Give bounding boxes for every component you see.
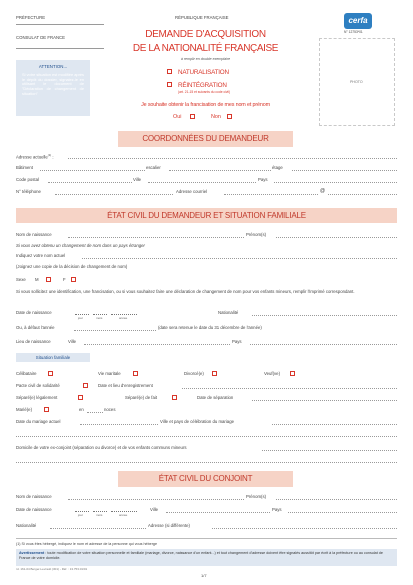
- consulat-label: CONSULAT DE FRANCE: [16, 35, 66, 40]
- nationalite-field[interactable]: [252, 315, 397, 316]
- date-mariage-field[interactable]: [80, 424, 158, 425]
- situation-familiale-header: Situation familiale: [16, 353, 90, 362]
- date-mariage-label: Date du mariage actuel: [16, 419, 61, 424]
- photo-label: PHOTO: [350, 80, 363, 84]
- celibataire-label: Célibataire: [16, 371, 37, 376]
- attention-title: ATTENTION...: [38, 64, 68, 69]
- en-label: en: [79, 407, 84, 412]
- nom-actuel-label: Indiquez votre nom actuel: [16, 253, 66, 258]
- francisation-text: Si vous sollicitez une identification, une francisation, ou si vous souhaitez faire une déclaration de changement de nom pour vos enfants mineurs, remplir l'imprimé correspondant.: [16, 289, 355, 294]
- date-enregistrement-label: Date et lieu d'enregistrement: [98, 383, 153, 388]
- date-naissance-mois[interactable]: [93, 310, 107, 315]
- conjoint-date-jour[interactable]: [75, 507, 89, 512]
- consulat-line: [16, 48, 104, 49]
- checkbox-vie-maritale[interactable]: [133, 371, 138, 376]
- conjoint-date-annee[interactable]: [111, 507, 137, 512]
- code-postal-label: Code postal: [16, 177, 39, 182]
- title-line1: DEMANDE D'ACQUISITION: [145, 29, 266, 40]
- domicile-ex-line2[interactable]: [16, 462, 397, 463]
- domicile-ex-label: Domicile de votre ex-conjoint (séparation ou divorce) et de vos enfants communs mineurs: [16, 445, 187, 450]
- code-postal-field[interactable]: [48, 182, 132, 183]
- adresse-label: Adresse actuelle$^{(1)}$ :: [16, 153, 54, 160]
- mois-hint: mois: [96, 316, 103, 320]
- escalier-label: escalier: [146, 165, 161, 170]
- conjoint-prenoms-field[interactable]: [276, 499, 397, 500]
- date-naissance-label: Date de naissance: [16, 310, 52, 315]
- telephone-label: N° téléphone: [16, 189, 41, 194]
- checkbox-non[interactable]: [227, 114, 232, 119]
- marie-label: Marié(e): [16, 407, 32, 412]
- cerfa-number: N° 12753*01: [344, 30, 363, 34]
- footnote-1: (1) Si vous êtes hébergé, indiquez le nom et adresse de la personne qui vous héberge: [16, 542, 158, 546]
- etage-label: étage: [272, 165, 283, 170]
- lieu-pays-field[interactable]: [250, 344, 397, 345]
- veuf-label: Veuf(ve): [264, 371, 281, 376]
- batiment-label: Bâtiment: [16, 165, 33, 170]
- pays-field[interactable]: [274, 182, 397, 183]
- conjoint-nationalite-field[interactable]: [50, 528, 146, 529]
- lieu-pays-label: Pays: [232, 339, 242, 344]
- jour-hint: jour: [78, 316, 84, 320]
- section-conjoint: ÉTAT CIVIL DU CONJOINT: [118, 471, 293, 487]
- ou-annee-label: Ou, à défaut l'année: [16, 325, 55, 330]
- conjoint-adresse-label: Adresse (si différente): [148, 523, 190, 528]
- ville-pays-mariage-field[interactable]: [272, 424, 397, 425]
- changement-nom-text: Si vous avez obtenu un changement de nom dans un pays étranger: [16, 243, 145, 248]
- ville-field[interactable]: [148, 182, 256, 183]
- cerfa-logo-text: cerfa: [348, 16, 368, 25]
- lieu-ville-field[interactable]: [84, 344, 230, 345]
- section-etat-civil: ÉTAT CIVIL DU DEMANDEUR ET SITUATION FAMILIALE: [16, 208, 397, 223]
- divorce-label: Divorcé(e): [184, 371, 204, 376]
- conjoint-ville-field[interactable]: [166, 512, 270, 513]
- checkbox-celibataire[interactable]: [48, 371, 53, 376]
- escalier-field[interactable]: [169, 170, 271, 171]
- conjoint-mois-hint: mois: [96, 513, 103, 517]
- batiment-field[interactable]: [40, 170, 145, 171]
- conjoint-adresse-field[interactable]: [212, 528, 397, 529]
- adresse-text: Adresse actuelle: [16, 154, 48, 160]
- checkbox-sexe-m[interactable]: [46, 277, 51, 282]
- conjoint-nom-label: Nom de naissance: [16, 494, 52, 499]
- nationalite-label: Nationalité: [218, 310, 239, 315]
- francisation-question: Je souhaite obtenir la francisation de mes nom et prénom: [141, 102, 270, 108]
- title-line2: DE LA NATIONALITÉ FRANÇAISE: [132, 43, 279, 54]
- courriel-label: Adresse courriel: [176, 189, 208, 194]
- conjoint-prenoms-label: Prénom(s): [246, 494, 267, 499]
- date-retenue-text: (date sera retenue le date du 31 décembre de l'année): [158, 325, 262, 330]
- sexe-m-label: M: [35, 277, 39, 282]
- domicile-ex-field[interactable]: [262, 450, 397, 451]
- checkbox-separe-legalement[interactable]: [78, 395, 83, 400]
- annee-hint: année: [119, 316, 128, 320]
- adresse-sup: (1): [47, 153, 52, 157]
- conjoint-date-label: Date de naissance: [16, 507, 52, 512]
- lieu-ville-label: Ville: [68, 339, 77, 344]
- separe-legalement-label: Séparé(e) légalement: [16, 395, 58, 400]
- etage-field[interactable]: [292, 170, 397, 171]
- prefecture-line: [16, 24, 104, 25]
- checkbox-reintegration[interactable]: [167, 82, 172, 87]
- date-naissance-annee[interactable]: [111, 310, 137, 315]
- checkbox-veuf[interactable]: [290, 371, 295, 376]
- page-number: 1/7: [201, 573, 207, 578]
- adresse-field[interactable]: [68, 158, 397, 159]
- separe-fait-label: Séparé(e) de fait: [125, 395, 158, 400]
- nom-actuel-field[interactable]: [82, 258, 397, 259]
- conjoint-pays-field[interactable]: [288, 512, 397, 513]
- checkbox-oui[interactable]: [190, 114, 195, 119]
- nom-naissance-field[interactable]: [68, 237, 244, 238]
- telephone-field[interactable]: [55, 194, 173, 195]
- pays-label: Pays: [258, 177, 268, 182]
- prefecture-label: PRÉFECTURE: [16, 15, 46, 20]
- courriel-domain-field[interactable]: [328, 194, 397, 195]
- republique-label: RÉPUBLIQUE FRANÇAISE: [175, 15, 229, 20]
- naturalisation-label: NATURALISATION: [178, 69, 229, 76]
- courriel-field[interactable]: [224, 194, 318, 195]
- avertissement-label: Avertissement: [19, 551, 45, 555]
- conjoint-annee-hint: année: [119, 513, 128, 517]
- non-label: Non: [211, 114, 221, 120]
- conjoint-ville-label: Ville: [150, 507, 159, 512]
- checkbox-marie[interactable]: [44, 407, 49, 412]
- vie-maritale-label: Vie maritale: [98, 371, 121, 376]
- conjoint-pays-label: Pays: [272, 507, 282, 512]
- date-naissance-jour[interactable]: [75, 310, 89, 315]
- checkbox-sexe-f[interactable]: [71, 277, 76, 282]
- sexe-label: Sexe: [16, 277, 26, 282]
- ou-annee-field[interactable]: [74, 330, 156, 331]
- avertissement-box: [16, 549, 397, 566]
- checkbox-separe-fait[interactable]: [172, 395, 177, 400]
- articles-label: (art. 21-15 et suivants du code civil): [178, 90, 231, 94]
- checkbox-pacte[interactable]: [83, 383, 88, 388]
- pacte-label: Pacte civil de solidarité: [16, 383, 60, 388]
- checkbox-divorce[interactable]: [212, 371, 217, 376]
- joignez-text: (Joignez une copie de la décision de changement de nom): [16, 264, 128, 269]
- conjoint-date-mois[interactable]: [93, 507, 107, 512]
- reintegration-label: RÉINTÉGRATION: [178, 82, 227, 89]
- mariage-extra-line[interactable]: [16, 436, 397, 437]
- date-enregistrement-field[interactable]: [182, 388, 397, 389]
- avertissement-text: : toute modification de votre situation personnelle et familiale (mariage, divorce, naissance d'un enfant...) et tout changement d'adresse doivent être signalés aussitôt par écrit à la préfecture ou au consulat de France de votre domicile.: [19, 551, 383, 560]
- sexe-f-label: F: [63, 277, 66, 282]
- oui-label: Oui: [173, 114, 182, 120]
- footer-rule: [16, 538, 397, 539]
- lieu-naissance-label: Lieu de naissance: [16, 339, 51, 344]
- checkbox-naturalisation[interactable]: [167, 69, 172, 74]
- nom-naissance-label: Nom de naissance: [16, 232, 52, 237]
- title-subtitle: à remplir en double exemplaire: [180, 57, 231, 61]
- date-separation-field[interactable]: [252, 400, 397, 401]
- date-separation-label: Date de séparation: [197, 395, 234, 400]
- conjoint-nom-field[interactable]: [68, 499, 244, 500]
- section-coordonnees: COORDONNÉES DU DEMANDEUR: [118, 131, 293, 147]
- conjoint-jour-hint: jour: [78, 513, 84, 517]
- prenoms-label: Prénom(s): [246, 232, 267, 237]
- attention-box: [16, 60, 90, 116]
- conjoint-nationalite-label: Nationalité: [16, 523, 37, 528]
- attention-text: Si votre situation est modifiée après le dépôt du dossier, signalez-le en utilisant le document de "Déclaration de changement de situation": [22, 72, 84, 96]
- cerfa-logo: [344, 13, 372, 29]
- noces-label: noces: [104, 407, 116, 412]
- printer-ref: rd. 161-04 Berger-Levrault (301) - Réf. : 13.753.01/01: [16, 567, 88, 571]
- ville-pays-mariage-label: Ville et pays de célébration du mariage: [160, 419, 234, 424]
- arobase: @: [320, 188, 326, 194]
- noces-field[interactable]: [87, 412, 103, 413]
- ville-label: Ville: [133, 177, 142, 182]
- prenoms-field[interactable]: [276, 237, 397, 238]
